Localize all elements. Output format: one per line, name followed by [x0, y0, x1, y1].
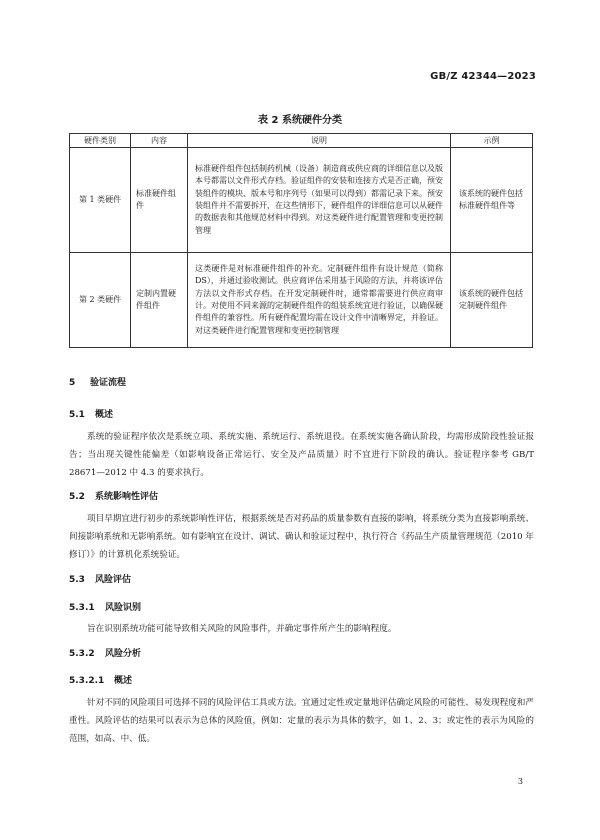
section-number: 5.3.1 [69, 603, 95, 613]
section-title: 风险评估 [95, 575, 132, 585]
hardware-classification-table [69, 133, 533, 348]
section-heading-5 [69, 375, 126, 388]
section-heading-5-1 [69, 407, 113, 420]
cell-content: 标准硬件组件 [131, 148, 188, 253]
cell-category: 第 2 类硬件 [70, 253, 131, 348]
paragraph-5-3-1: 旨在识别系统功能可能导致相关风险的风险事件，并确定事件所产生的影响程度。 [87, 624, 397, 634]
section-title: 风险分析 [105, 649, 142, 659]
section-number: 5 [69, 378, 76, 388]
section-heading-5-2 [69, 489, 158, 502]
section-number: 5.1 [69, 410, 85, 420]
section-number: 5.3 [69, 575, 85, 585]
section-title: 验证流程 [90, 378, 127, 388]
table-caption: 表 2 系统硬件分类 [258, 115, 342, 126]
paragraph-5-1: 系统的验证程序依次是系统立项、系统实施、系统运行、系统退役。在系统实施各确认阶段，均需形成阶段性验证报告；当出现关键性能偏差（如影响设备正常运行、安全及产品质量）时不宜进行下阶段的确认。验证程序参考 GB/T 28671—2012 中 4.3 的要求执行。 [69, 432, 534, 478]
section-title: 概述 [114, 676, 133, 686]
cell-example: 该系统的硬件包括标准硬件组件等 [451, 148, 533, 253]
section-number: 5.3.2.1 [69, 676, 105, 686]
table-row [70, 148, 533, 253]
cell-description: 这类硬件是对标准硬件组件的补充。定制硬件组件有设计规范（简称 DS），并通过验收测试。供应商评估采用基于风险的方法，并将该评估方法以文件形式存档。在开发定制硬件时，通常都需要进行供应商审计。对使用不同来源的定制硬件组件的组装系统宜进行验证，以确保硬件组件的兼容性。所有硬件配置均需在设计文件中清晰界定，并验证。对这类硬件进行配置管理和变更控制管理 [188, 253, 451, 348]
cell-example: 该系统的硬件包括定制硬件组件 [451, 253, 533, 348]
section-title: 系统影响性评估 [95, 492, 159, 502]
standard-code: GB/Z 42344—2023 [430, 71, 536, 82]
cell-category: 第 1 类硬件 [70, 148, 131, 253]
paragraph-5-2: 项目早期宜进行初步的系统影响性评估，根据系统是否对药品的质量参数有直接的影响，将系统分类为直接影响系统、间接影响系统和无影响系统。如有影响宜在设计、调试、确认和验证过程中，执行符合《药品生产质量管理规范（2010 年修订）》的计算机化系统验证。 [69, 514, 534, 560]
section-number: 5.2 [69, 492, 85, 502]
table-row [70, 253, 533, 348]
cell-description: 标准硬件组件包括制药机械（设备）制造商或供应商的详细信息以及版本号都需以文件形式存档。验证组件的安装和连接方式是否正确，预安装组件的模块、版本号和序列号（如果可以得到）都需记录下来。预安装组件并不需要拆开，在这些情形下，硬件组件的详细信息可以从硬件的数据表和其他规范材料中得到。对这类硬件进行配置管理和变更控制管理 [188, 148, 451, 253]
column-header-content: 内容 [131, 134, 188, 148]
column-header-category: 硬件类别 [70, 134, 131, 148]
table-header-row [70, 134, 533, 148]
page-number: 3 [517, 777, 523, 786]
paragraph-5-3-2-1: 针对不同的风险项目可选择不同的风险评估工具或方法。宜通过定性或定量地评估确定风险的可能性、易发现程度和严重性。风险评估的结果可以表示为总体的风险值，例如：定量的表示为具体的数字，如 1、2、3；或定性的表示为风险的范围，如高、中、低。 [69, 698, 534, 744]
section-heading-5-3-2 [69, 646, 141, 659]
column-header-example: 示例 [451, 134, 533, 148]
section-number: 5.3.2 [69, 649, 95, 659]
section-heading-5-3-2-1 [69, 673, 132, 686]
column-header-description: 说明 [188, 134, 451, 148]
section-heading-5-3 [69, 572, 131, 585]
section-title: 风险识别 [105, 603, 142, 613]
section-heading-5-3-1 [69, 600, 141, 613]
section-title: 概述 [95, 410, 114, 420]
cell-content: 定制内置硬件组件 [131, 253, 188, 348]
